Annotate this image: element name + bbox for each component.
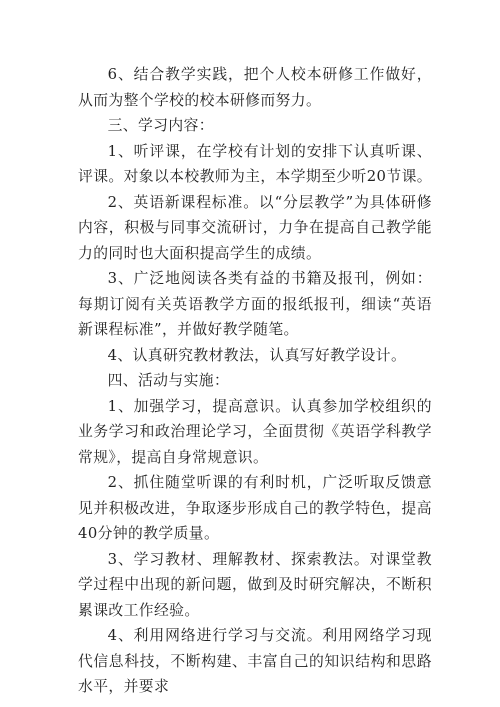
paragraph-strengthen-learning: 1、加强学习，提高意识。认真参加学校组织的业务学习和政治理论学习，全面贯彻《英语学科教学常规》，提高自身常规意识。 bbox=[78, 397, 432, 466]
document-page bbox=[78, 62, 432, 700]
paragraph-reading: 3、广泛地阅读各类有益的书籍及报刊，例如：每期订阅有关英语教学方面的报纸报刊，细读“英语新课程标准”，并做好教学随笔。 bbox=[78, 270, 432, 338]
section-heading-activities: 四、活动与实施： bbox=[107, 372, 230, 389]
section-heading-learning-content: 三、学习内容： bbox=[107, 117, 214, 134]
paragraph-study-materials: 3、学习教材、理解教材、探索教法。对课堂教学过程中出现的新问题，做到及时研究解决，不断积累课改工作经验。 bbox=[78, 550, 432, 619]
paragraph-textbook-study: 4、认真研究教材教法，认真写好教学设计。 bbox=[107, 346, 407, 364]
paragraph-curriculum-standard: 2、英语新课程标准。以“分层教学”为具体研修内容，积极与同事交流研讨，力争在提高自己教学能力的同时也大面积提高学生的成绩。 bbox=[78, 193, 432, 262]
paragraph-item-6-practice: 6、结合教学实践，把个人校本研修工作做好，从而为整个学校的校本研修而努力。 bbox=[78, 66, 432, 109]
paragraph-classroom-observation: 2、抓住随堂听课的有利时机，广泛听取反馈意见并积极改进，争取逐步形成自己的教学特色，提高40分钟的教学质量。 bbox=[78, 474, 432, 542]
paragraph-lesson-observation: 1、听评课，在学校有计划的安排下认真听课、评课。对象以本校教师为主，本学期至少听20节课。 bbox=[78, 142, 432, 185]
paragraph-network-learning: 4、利用网络进行学习与交流。利用网络学习现代信息科技，不断构建、丰富自己的知识结构和思路水平，并要求 bbox=[78, 627, 432, 695]
